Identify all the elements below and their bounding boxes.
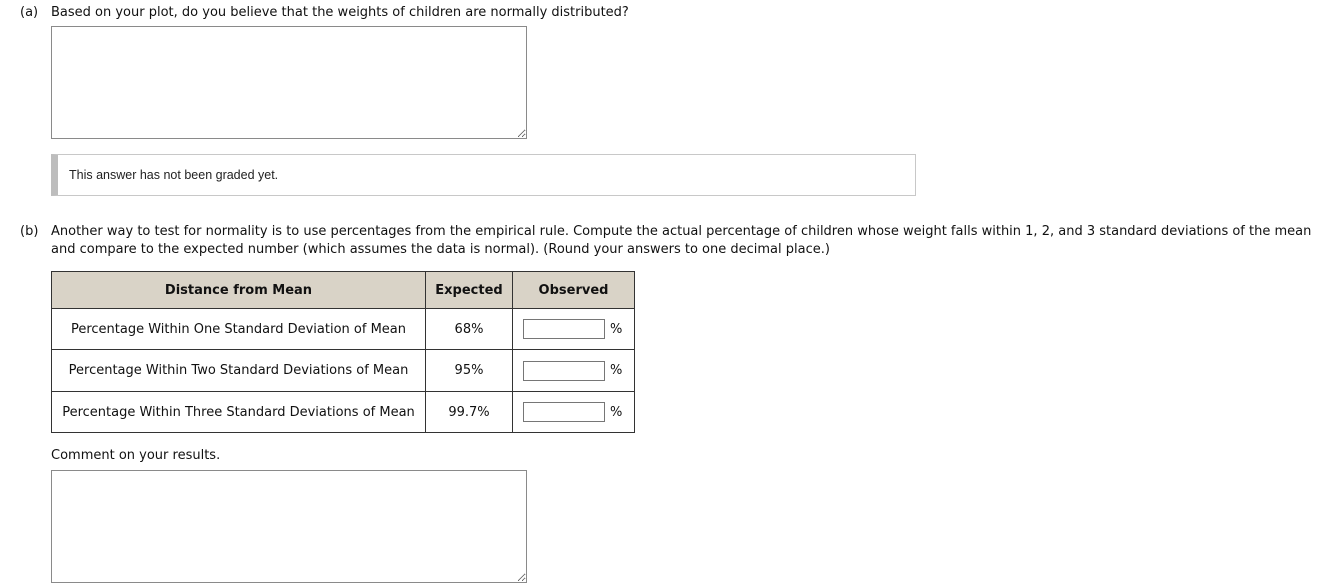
grading-status-box bbox=[51, 154, 916, 196]
comment-answer-textarea[interactable] bbox=[51, 470, 527, 583]
observed-two-sd-input[interactable] bbox=[523, 361, 605, 381]
table-row bbox=[52, 350, 635, 392]
part-a-question: Based on your plot, do you believe that the weights of children are normally distributed? bbox=[51, 5, 629, 20]
table-header-row bbox=[52, 272, 635, 309]
table-row bbox=[52, 392, 635, 433]
header-observed: Observed bbox=[513, 272, 635, 309]
expected-cell: 68% bbox=[426, 309, 513, 350]
distance-cell: Percentage Within Three Standard Deviations of Mean bbox=[52, 392, 426, 433]
part-a-label: (a) bbox=[20, 5, 39, 20]
table-row bbox=[52, 309, 635, 350]
percent-unit: % bbox=[610, 321, 623, 337]
part-b-question-line1: Another way to test for normality is to use percentages from the empirical rule. Compute the actual percentage of children whose weight falls within 1, 2, and 3 standard deviations of the mean bbox=[51, 224, 1312, 239]
expected-cell: 99.7% bbox=[426, 392, 513, 433]
distance-cell: Percentage Within One Standard Deviation of Mean bbox=[52, 309, 426, 350]
percent-unit: % bbox=[610, 363, 623, 378]
part-b-question-line2: and compare to the expected number (which assumes the data is normal). (Round your answers to one decimal place.) bbox=[51, 242, 830, 257]
header-distance-from-mean: Distance from Mean bbox=[52, 272, 426, 309]
header-expected: Expected bbox=[426, 272, 513, 309]
distance-cell: Percentage Within Two Standard Deviations of Mean bbox=[52, 350, 426, 392]
observed-three-sd-input[interactable] bbox=[523, 402, 605, 422]
observed-one-sd-input[interactable] bbox=[523, 319, 605, 339]
empirical-rule-table bbox=[51, 271, 635, 433]
comment-prompt: Comment on your results. bbox=[51, 448, 221, 463]
observed-cell bbox=[513, 350, 635, 392]
observed-cell bbox=[513, 392, 635, 433]
grading-status-text: This answer has not been graded yet. bbox=[69, 168, 279, 182]
expected-cell: 95% bbox=[426, 350, 513, 392]
part-b-label: (b) bbox=[20, 224, 39, 239]
part-a-answer-textarea[interactable] bbox=[51, 26, 527, 139]
percent-unit: % bbox=[610, 404, 623, 420]
observed-cell bbox=[513, 309, 635, 350]
